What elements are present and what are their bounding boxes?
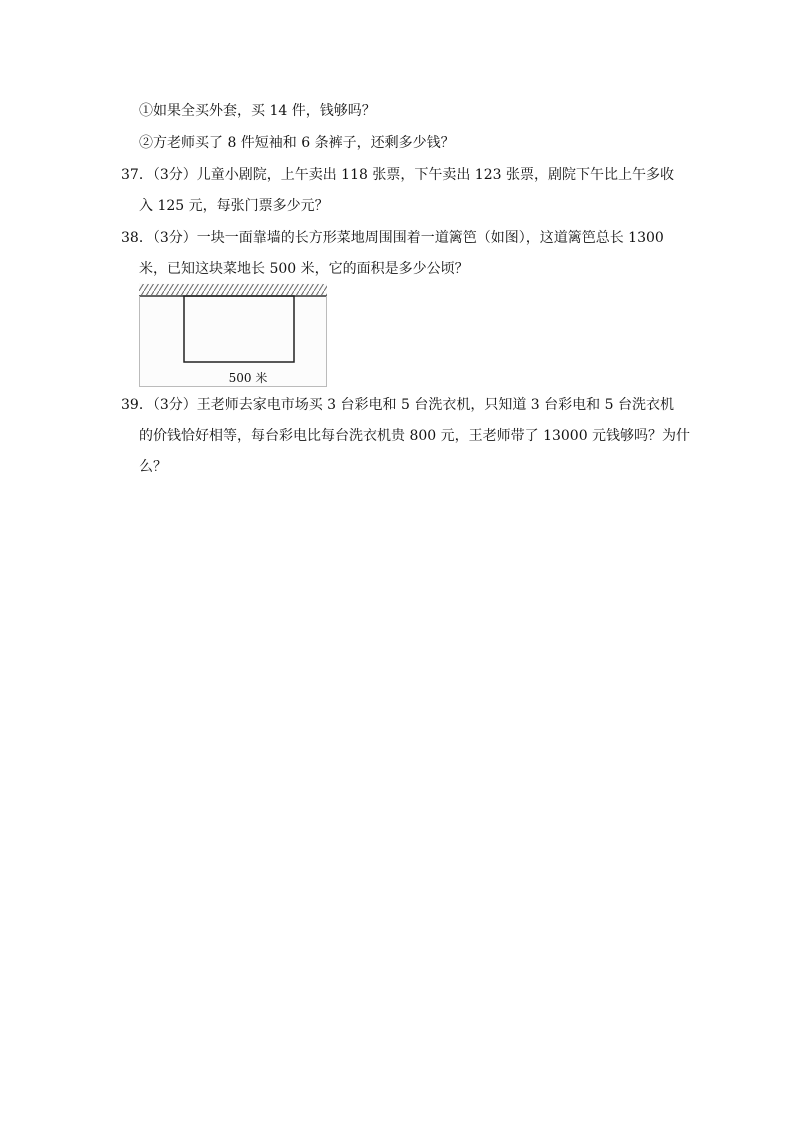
question-38-line-1: 38．（3分）一块一面靠墙的长方形菜地周围围着一道篱笆（如图），这道篱笆总长 1300 bbox=[121, 230, 664, 246]
vegetable-field-diagram bbox=[139, 283, 327, 387]
sub-question-1: ①如果全买外套，买 14 件，钱够吗？ bbox=[139, 103, 376, 119]
sub-question-2: ②方老师买了 8 件短袖和 6 条裤子，还剩多少钱？ bbox=[139, 135, 455, 151]
question-37-line-1: 37．（3分）儿童小剧院，上午卖出 118 张票，下午卖出 123 张票，剧院下午比上午多收 bbox=[121, 167, 674, 183]
field-length-label: 500 米 bbox=[228, 371, 268, 385]
question-39-line-3: 么？ bbox=[139, 459, 167, 475]
question-37-line-2: 入 125 元，每张门票多少元？ bbox=[139, 198, 329, 214]
question-39-line-2: 的价钱恰好相等，每台彩电比每台洗衣机贵 800 元，王老师带了 13000 元钱够吗？为什 bbox=[139, 428, 691, 444]
question-38-line-2: 米，已知这块菜地长 500 米，它的面积是多少公顷？ bbox=[139, 261, 469, 277]
question-39-line-1: 39．（3分）王老师去家电市场买 3 台彩电和 5 台洗衣机，只知道 3 台彩电和 5 台洗衣机 bbox=[121, 397, 674, 413]
wall-hatching bbox=[139, 284, 327, 295]
